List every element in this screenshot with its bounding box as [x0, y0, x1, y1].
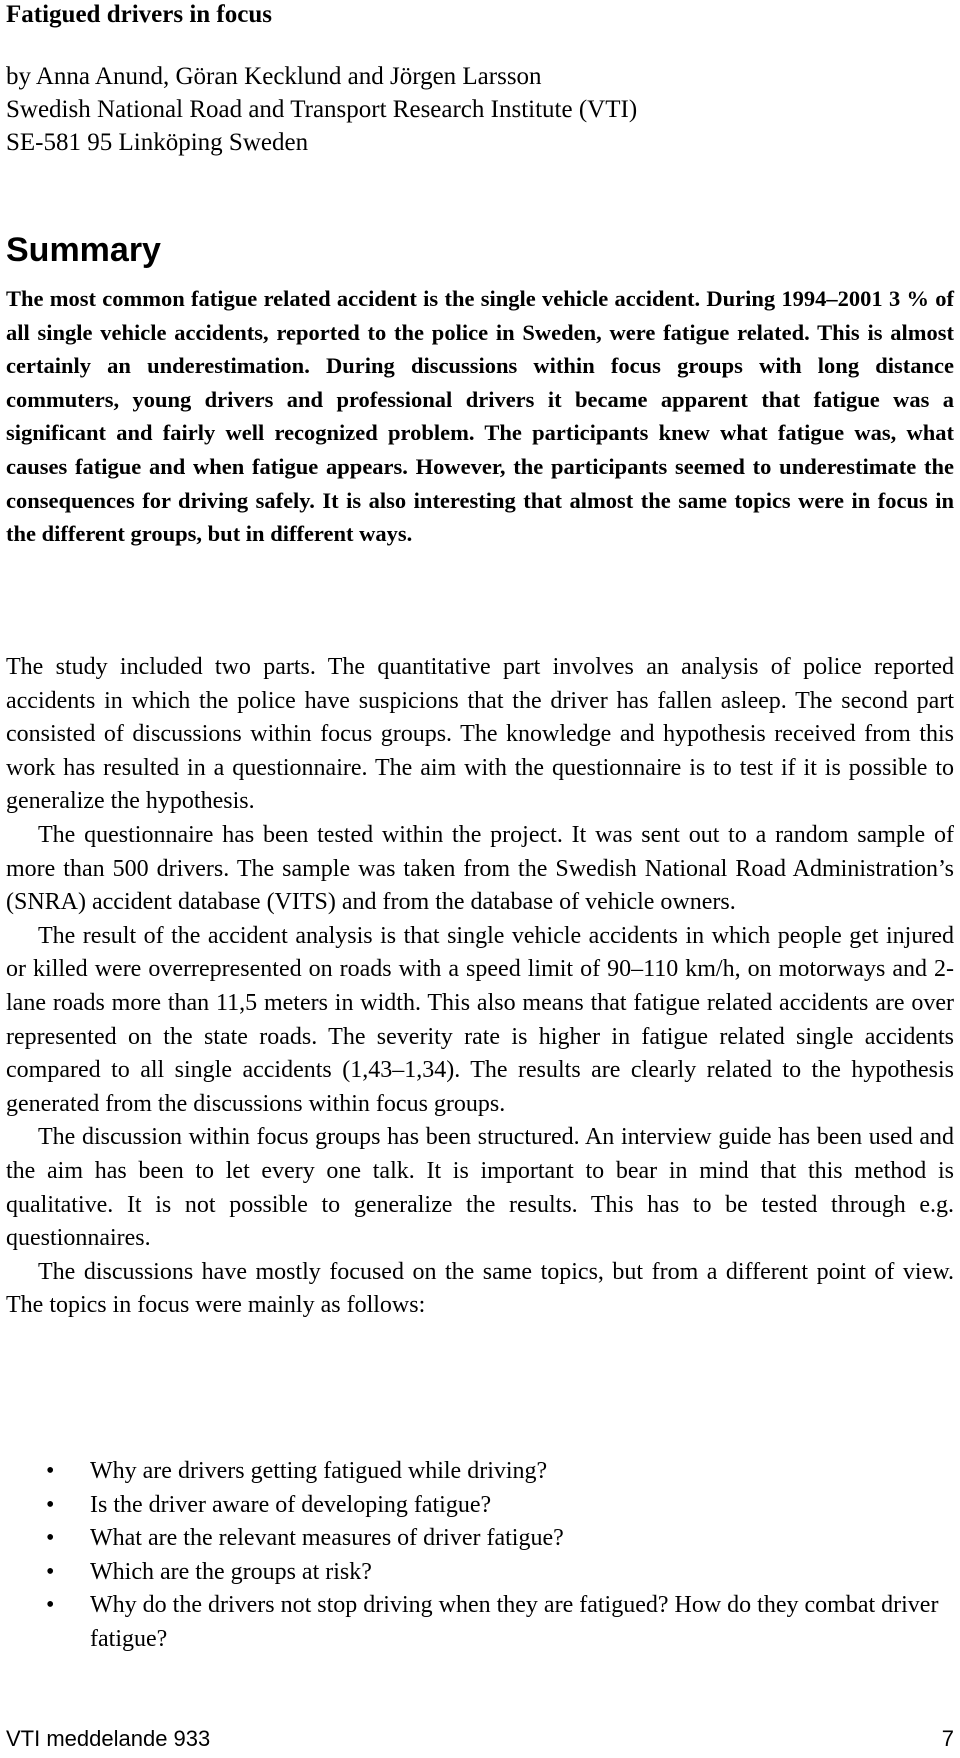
list-item [6, 1556, 954, 1590]
list-item [6, 1489, 954, 1523]
topic-text: What are the relevant measures of driver fatigue? [90, 1525, 564, 1552]
authors-line: by Anna Anund, Göran Kecklund and Jörgen Larsson [6, 63, 542, 90]
body-text [6, 651, 954, 1323]
topic-text: Is the driver aware of developing fatigue? [90, 1491, 492, 1518]
list-item [6, 1522, 954, 1556]
bullet-icon: • [46, 1491, 55, 1518]
summary-heading: Summary [6, 231, 161, 269]
publication-name: VTI meddelande 933 [6, 1726, 211, 1751]
paragraph-accident-analysis: The result of the accident analysis is that single vehicle accidents in which people get injured or killed were overrepresented on roads with a speed limit of 90–110 km/h, on motorways and 2-lane roads more than 11,5 meters in width. This also means that fatigue related accidents are over represented on the state roads. The severity rate is higher in fatigue related single accidents compared to all single accidents (1,43–1,34). The results are clearly related to the hypothesis generated from the discussions within focus groups. [6, 922, 954, 1117]
topic-text: Why do the drivers not stop driving when they are fatigued? How do they combat driver fatigue? [90, 1592, 939, 1652]
page-number: 7 [941, 1726, 954, 1751]
address-line: SE-581 95 Linköping Sweden [6, 129, 309, 156]
bullet-icon: • [46, 1558, 55, 1585]
summary-bold-paragraph: The most common fatigue related accident is the single vehicle accident. During 1994–2001 3 % of all single vehicle accidents, reported to the police in Sweden, were fatigue related. This is almost certainly an underestimation. During discussions within focus groups with long distance commuters, young drivers and professional drivers it became apparent that fatigue was a significant and fairly well recognized problem. The participants knew what fatigue was, what causes fatigue and when fatigue appears. However, the participants seemed to underestimate the consequences for driving safely. It is also interesting that almost the same topics were in focus in the different groups, but in different ways. [6, 286, 954, 547]
byline [6, 60, 637, 159]
topics-list [6, 1455, 954, 1657]
list-item [6, 1589, 954, 1656]
paragraph-study-parts: The study included two parts. The quantitative part involves an analysis of police reported accidents in which the police have suspicions that the driver has fallen asleep. The second part consisted of discussions within focus groups. The knowledge and hypothesis received from this work has resulted in a questionnaire. The aim with the questionnaire is to test if it is possible to generalize the hypothesis. [6, 654, 954, 815]
document-title: Fatigued drivers in focus [6, 1, 272, 28]
paragraph-topics-intro: The discussions have mostly focused on the same topics, but from a different point of view. The topics in focus were mainly as follows: [6, 1258, 954, 1319]
bullet-icon: • [46, 1458, 55, 1484]
topic-text: Which are the groups at risk? [90, 1558, 372, 1585]
bullet-icon: • [46, 1525, 55, 1552]
list-item [6, 1455, 954, 1489]
bullet-icon: • [46, 1592, 55, 1619]
paragraph-focus-groups: The discussion within focus groups has been structured. An interview guide has been used and the aim has been to let every one talk. It is important to bear in mind that this method is qualitative. It is not possible to generalize the results. This has to be tested through e.g. questionnaires. [6, 1124, 954, 1252]
institute-line: Swedish National Road and Transport Research Institute (VTI) [6, 96, 638, 123]
topic-text: Why are drivers getting fatigued while driving? [90, 1458, 548, 1484]
paragraph-questionnaire: The questionnaire has been tested within the project. It was sent out to a random sample of more than 500 drivers. The sample was taken from the Swedish National Road Administration’s (SNRA) accident database (VITS) and from the database of vehicle owners. [6, 821, 954, 916]
